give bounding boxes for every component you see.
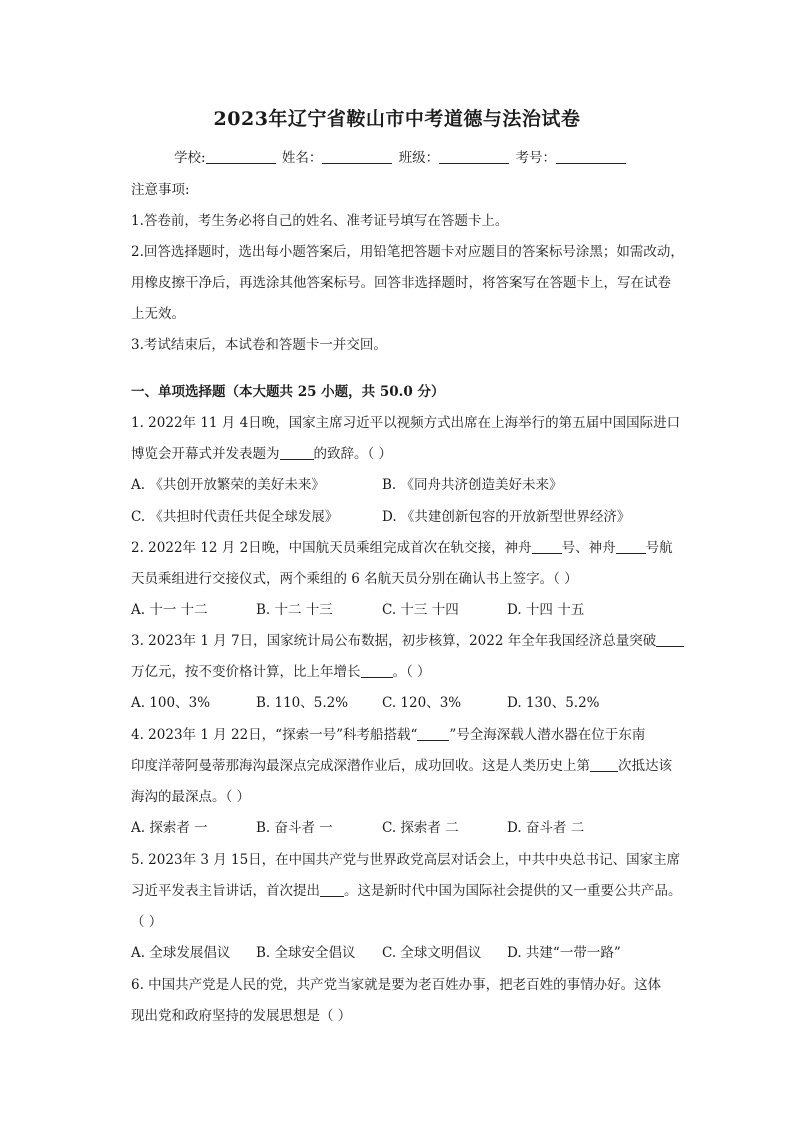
class-blank[interactable] — [439, 150, 509, 164]
q5-line-3: （ ） — [131, 914, 163, 930]
q4-line-1 — [131, 723, 645, 743]
class-label: 班级： — [398, 150, 440, 166]
q3-text-part3: 。（ ） — [392, 664, 431, 680]
q2-text-part3: 号航 — [645, 540, 673, 556]
q3-blank-2 — [361, 665, 393, 678]
q3-option-d[interactable]: D. 130、5.2% — [507, 695, 600, 711]
q3-option-c[interactable]: C. 120、3% — [382, 695, 462, 711]
q5-option-c[interactable]: C. 全球文明倡议 — [382, 945, 482, 961]
q1-option-b[interactable]: B. 《同舟共济创造美好未来》 — [382, 477, 563, 493]
q4-option-a[interactable]: A. 探索者 一 — [131, 820, 208, 836]
q2-text-part1: 2. 2022年 12 月 2日晚，中国航天员乘组完成首次在轨交接，神舟 — [131, 540, 532, 556]
notes-heading: 注意事项: — [131, 182, 190, 198]
q3-text-part1: 3. 2023年 1 月 7日，国家统计局公布数据，初步核算，2022 年全年我国经济总量突破 — [131, 633, 657, 649]
q3-blank-1 — [656, 634, 684, 647]
q2-line-2: 天员乘组进行交接仪式，两个乘组的 6 名航天员分别在确认书上签字。（ ） — [131, 571, 578, 587]
number-label: 考号： — [515, 150, 556, 166]
q1-text-part2: 的致辞。（ ） — [313, 446, 393, 462]
q3-option-a[interactable]: A. 100、3% — [131, 695, 211, 711]
q5-blank — [320, 884, 344, 897]
note-3: 3.考试结束后，本试卷和答题卡一并交回。 — [131, 337, 387, 353]
q4-line-3: 海沟的最深点。（ ） — [131, 789, 251, 805]
student-info-line — [174, 146, 628, 166]
note-2-line-2: 用橡皮擦干净后，再选涂其他答案标号。回答非选择题时，将答案写在答题卡上，写在试卷 — [131, 275, 671, 291]
page-title: 2023年辽宁省鞍山市中考道德与法治试卷 — [213, 108, 581, 130]
q4-text-part3: 印度洋蒂阿曼蒂那海沟最深点完成深潜作业后，成功回收。这是人类历史上第 — [131, 758, 590, 774]
q1-option-d[interactable]: D. 《共建创新包容的开放新型世界经济》 — [382, 509, 631, 525]
q1-line-2 — [131, 442, 392, 462]
q4-line-2 — [131, 754, 672, 774]
q5-line-1: 5. 2023年 3 月 15日，在中国共产党与世界政党高层对话会上，中共中央总书记、国家主席 — [131, 852, 681, 868]
name-blank[interactable] — [322, 150, 392, 164]
q4-text-part4: 次抵达该 — [618, 758, 672, 774]
q3-line-2 — [131, 660, 431, 680]
q5-option-a[interactable]: A. 全球发展倡议 — [131, 945, 231, 961]
q1-option-c[interactable]: C. 《共担时代责任共促全球发展》 — [131, 509, 339, 525]
q5-option-b[interactable]: B. 全球安全倡议 — [256, 945, 356, 961]
school-blank[interactable] — [206, 150, 276, 164]
number-blank[interactable] — [556, 150, 626, 164]
q2-blank-2 — [616, 541, 646, 554]
q4-blank-2 — [590, 759, 618, 772]
q2-option-c[interactable]: C. 十三 十四 — [382, 602, 459, 618]
note-1: 1.答卷前，考生务必将自己的姓名、准考证号填写在答题卡上。 — [131, 213, 509, 229]
q4-option-d[interactable]: D. 奋斗者 二 — [507, 820, 585, 836]
q2-option-d[interactable]: D. 十四 十五 — [507, 602, 585, 618]
school-label: 学校: — [174, 150, 206, 166]
q2-blank-1 — [532, 541, 562, 554]
q4-text-part1: 4. 2023年 1 月 22日，“探索一号”科考船搭载“ — [131, 727, 418, 743]
q4-text-part2: ”号全海深载人潜水器在位于东南 — [449, 727, 646, 743]
note-2-line-3: 上无效。 — [131, 306, 185, 322]
q1-blank — [280, 447, 314, 460]
q6-line-2: 现出党和政府坚持的发展思想是（ ） — [131, 1008, 352, 1024]
q2-option-a[interactable]: A. 十一 十二 — [131, 602, 208, 618]
q4-option-b[interactable]: B. 奋斗者 一 — [256, 820, 333, 836]
q6-line-1: 6. 中国共产党是人民的党，共产党当家就是要为老百姓办事，把老百姓的事情办好。这体 — [131, 977, 662, 993]
name-label: 姓名： — [281, 150, 323, 166]
q1-text-part1: 博览会开幕式并发表题为 — [131, 446, 280, 462]
q3-text-part2: 万亿元，按不变价格计算，比上年增长 — [131, 664, 361, 680]
note-2-line-1: 2.回答选择题时，选出每小题答案后，用铅笔把答题卡对应题目的答案标号涂黑；如需改动， — [131, 244, 684, 260]
q1-line-1: 1. 2022年 11 月 4日晚，国家主席习近平以视频方式出席在上海举行的第五届中国国际进口 — [131, 415, 681, 431]
q4-blank-1 — [417, 728, 449, 741]
q3-option-b[interactable]: B. 110、5.2% — [256, 695, 349, 711]
q2-line-1 — [131, 536, 673, 556]
q5-option-d[interactable]: D. 共建“一带一路” — [507, 945, 621, 961]
q4-option-c[interactable]: C. 探索者 二 — [382, 820, 459, 836]
q3-line-1 — [131, 629, 684, 649]
q5-text-part1: 习近平发表主旨讲话，首次提出 — [131, 883, 320, 899]
q1-option-a[interactable]: A. 《共创开放繁荣的美好未来》 — [131, 477, 325, 493]
q5-line-2 — [131, 879, 682, 899]
section-heading: 一、单项选择题（本大题共 25 小题，共 50.0 分） — [131, 384, 445, 400]
q5-text-part2: 。这是新时代中国为国际社会提供的又一重要公共产品。 — [344, 883, 682, 899]
q2-option-b[interactable]: B. 十二 十三 — [256, 602, 333, 618]
q2-text-part2: 号、神舟 — [561, 540, 616, 556]
